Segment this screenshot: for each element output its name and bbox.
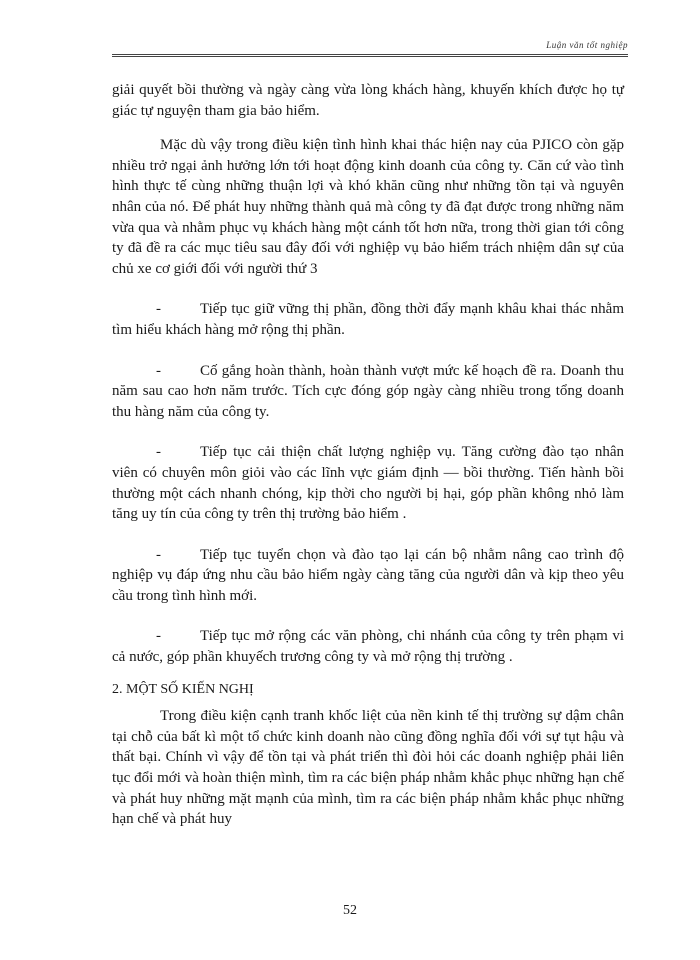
bullet-text: Tiếp tục tuyển chọn và đào tạo lại cán bộ nhằm nâng cao trình độ nghiệp vụ đáp ứng nhu cầu bảo hiểm ngày càng tăng của người dân và kịp theo yêu cầu trong tình hình mới. (112, 546, 624, 604)
header-double-rule (112, 54, 628, 57)
bullet-item-3 (112, 442, 624, 524)
bullet-item-5 (112, 626, 624, 667)
bullet-marker: - (156, 628, 161, 645)
header-label: Luận văn tốt nghiệp (546, 40, 628, 50)
bullet-marker: - (156, 444, 161, 461)
bullet-marker: - (156, 546, 161, 563)
bullet-text: Tiếp tục giữ vững thị phần, đồng thời đẩy mạnh khâu khai thác nhằm tìm hiểu khách hàng mở rộng thị phần. (112, 301, 624, 338)
paragraph-recommendations: Trong điều kiện cạnh tranh khốc liệt của nền kinh tế thị trường sự dậm chân tại chỗ của bất kì một tổ chức kinh doanh nào cũng đồng nghĩa đối với sự tụt hậu và thất bại. Chính vì vậy để tồn tại và phát triển thì đòi hỏi các doanh nghiệp phải liên tục đổi mới và hoàn thiện mình, tìm ra các biện pháp nhằm khắc phục những hạn chế và phát huy những mặt mạnh của mình, tìm ra các biện pháp nhằm khắc phục những hạn chế và phát huy (112, 708, 624, 828)
bullet-text: Tiếp tục mở rộng các văn phòng, chi nhánh của công ty trên phạm vi cả nước, góp phần khuyếch trương công ty và mở rộng thị trường . (112, 628, 624, 666)
section-title: 2. MỘT SỐ KIẾN NGHỊ (112, 681, 254, 697)
paragraph-continuation: giải quyết bồi thường và ngày càng vừa lòng khách hàng, khuyến khích được họ tự giác tự nguyện tham gia bảo hiểm. (112, 82, 624, 119)
bullet-marker: - (156, 301, 161, 318)
paragraph-pjico-situation: Mặc dù vậy trong điều kiện tình hình khai thác hiện nay của PJICO còn gặp nhiều trở ngại ảnh hưởng lớn tới hoạt động kinh doanh của công ty. Căn cứ vào tình hình thực tế cùng những thuận lợi và khó khăn cũng như những tồn tại và nguyên nhân của nó. Để phát huy những thành quả mà công ty đã đạt được trong những năm vừa qua và nhằm phục vụ khách hàng một cánh tốt hơn nữa, trong thời gian tới công ty đã đề ra các mục tiêu sau đây đối với nghiệp vụ bảo hiểm trách nhiệm dân sự của chủ xe cơ giới đối với người thứ 3 (112, 137, 624, 277)
page-number: 52 (343, 903, 357, 918)
bullet-item-2 (112, 361, 624, 423)
bullet-item-4 (112, 545, 624, 607)
document-body (112, 80, 624, 830)
bullet-marker: - (156, 362, 161, 379)
bullet-text: Cố gắng hoàn thành, hoàn thành vượt mức kế hoạch đề ra. Doanh thu năm sau cao hơn năm trước. Tích cực đóng góp ngày càng nhiều trong tổng doanh thu hàng năm của công ty. (112, 362, 624, 420)
page-header (112, 38, 628, 56)
bullet-item-1 (112, 299, 624, 340)
bullet-text: Tiếp tục cải thiện chất lượng nghiệp vụ. Tăng cường đào tạo nhân viên có chuyên môn giỏi vào các lĩnh vực giám định — bồi thường. Tiến hành bồi thường một cách nhanh chóng, kịp thời cho người bị hại, góp phần không nhỏ làm tăng uy tín của công ty trên thị trường bảo hiểm . (112, 444, 624, 523)
